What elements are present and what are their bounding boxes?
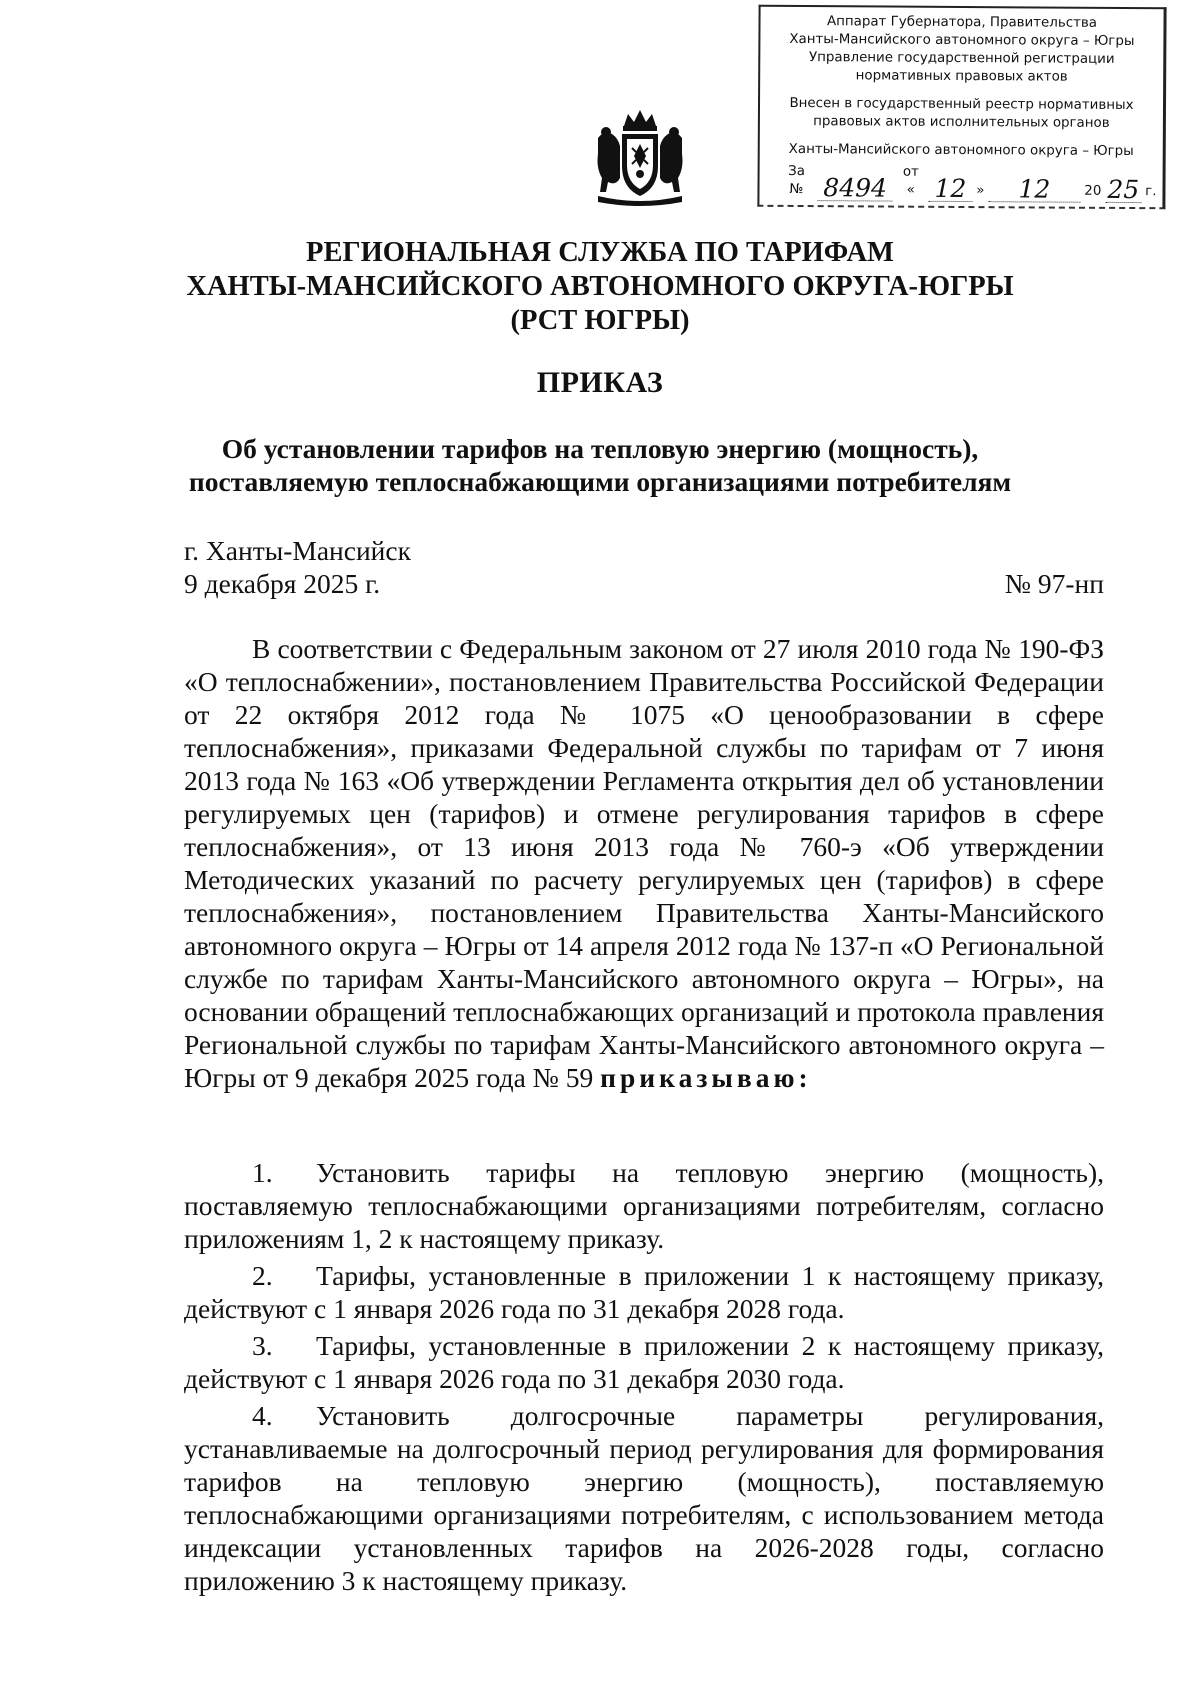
stamp-line: Внесен в государственный реестр нормативных	[789, 95, 1134, 114]
stamp-reg-prefix: За №	[788, 163, 805, 198]
stamp-reg-year-prefix: 20	[1084, 183, 1102, 199]
agency-header-line: (РСТ ЮГРЫ)	[510, 305, 690, 336]
order-item	[184, 1259, 1104, 1325]
stamp-line: Ханты-Мансийского автономного округа – Югры	[788, 141, 1134, 160]
date: 9 декабря 2025 г.	[184, 568, 381, 599]
order-item-text: Установить долгосрочные параметры регулирования, устанавливаемые на долгосрочный период регулирования для формирования тарифов на тепловую энергию (мощность), поставляемую теплоснабжающими организациями потребителям, с использованием метода индексации установленных тарифов на 2026-2028 годы, согласно приложению 3 к настоящему приказу.	[184, 1400, 1104, 1596]
agency-header-line: ХАНТЫ-МАНСИЙСКОГО АВТОНОМНОГО ОКРУГА-ЮГРЫ	[186, 271, 1014, 302]
order-item-number: 2.	[252, 1260, 273, 1291]
stamp-line: Ханты-Мансийского автономного округа – Югры	[789, 31, 1135, 50]
stamp-reg-year-suffix: 25	[1107, 174, 1140, 205]
order-number: № 97-нп	[1004, 568, 1104, 599]
order-item-text: Тарифы, установленные в приложении 2 к настоящему приказу, действуют с 1 января 2026 года по 31 декабря 2030 года.	[184, 1330, 1104, 1394]
preamble-paragraph	[184, 632, 1104, 1094]
order-item-number: 4.	[252, 1400, 273, 1431]
order-item	[184, 1329, 1104, 1395]
order-item	[184, 1399, 1104, 1597]
stamp-reg-number: 8494	[817, 176, 893, 201]
preamble-text: В соответствии с Федеральным законом от 27 июля 2010 года № 190-ФЗ «О теплоснабжении», постановлением Правительства Российской Федерации от 22 октября 2012 года № 1075 «О ценообразовании в сфере теплоснабжения», приказами Федеральной службы по тарифам от 7 июня 2013 года № 163 «Об утверждении Регламента открытия дел об установлении регулируемых цен (тарифов) и отмене регулирования тарифов в сфере теплоснабжения», от 13 июня 2013 года № 760-э «Об утверждении Методических указаний по расчету регулируемых цен (тарифов) в сфере теплоснабжения», постановлением Правительства Ханты-Мансийского автономного округа – Югры от 14 апреля 2012 года № 137-п «О Региональной службе по тарифам Ханты-Мансийского автономного округа – Югры», на основании обращений теплоснабжающих организаций и протокола правления Региональной службы по тарифам Ханты-Мансийского автономного округа – Югры от 9 декабря 2025 года № 59	[184, 633, 1104, 1093]
stamp-reg-day: 12	[928, 177, 972, 202]
order-items	[184, 1156, 1104, 1601]
registration-stamp	[757, 5, 1166, 209]
stamp-reg-close: »	[976, 183, 985, 199]
stamp-reg-month: 12	[988, 177, 1080, 203]
order-item-number: 1.	[252, 1157, 273, 1188]
stamp-line: Управление государственной регистрации	[808, 50, 1115, 67]
agency-header-line: РЕГИОНАЛЬНАЯ СЛУЖБА ПО ТАРИФАМ	[306, 237, 894, 268]
order-subject-line: поставляемую теплоснабжающими организациями потребителям	[188, 466, 1012, 497]
stamp-reg-ot: от «	[902, 164, 919, 198]
order-item	[184, 1156, 1104, 1255]
order-item-text: Установить тарифы на тепловую энергию (мощность), поставляемую теплоснабжающими организациями потребителям, согласно приложениям 1, 2 к настоящему приказу.	[184, 1157, 1104, 1254]
stamp-registration-line	[765, 163, 1156, 203]
agency-header	[0, 236, 1200, 338]
coat-of-arms-icon	[594, 108, 686, 208]
place-and-date	[184, 534, 411, 600]
order-item-text: Тарифы, установленные в приложении 1 к настоящему приказу, действуют с 1 января 2026 года по 31 декабря 2028 года.	[184, 1260, 1104, 1324]
stamp-line: правовых актов исполнительных органов	[813, 114, 1110, 131]
document-title: ПРИКАЗ	[536, 366, 664, 399]
order-word: приказываю:	[600, 1062, 812, 1093]
place: г. Ханты-Мансийск	[184, 535, 411, 566]
stamp-line: нормативных правовых актов	[855, 68, 1068, 85]
stamp-reg-g: г.	[1145, 184, 1157, 200]
order-subject-line: Об установлении тарифов на тепловую энергию (мощность),	[221, 433, 979, 464]
order-subject	[0, 432, 1200, 498]
stamp-line: Аппарат Губернатора, Правительства	[826, 14, 1098, 31]
order-item-number: 3.	[252, 1330, 273, 1361]
